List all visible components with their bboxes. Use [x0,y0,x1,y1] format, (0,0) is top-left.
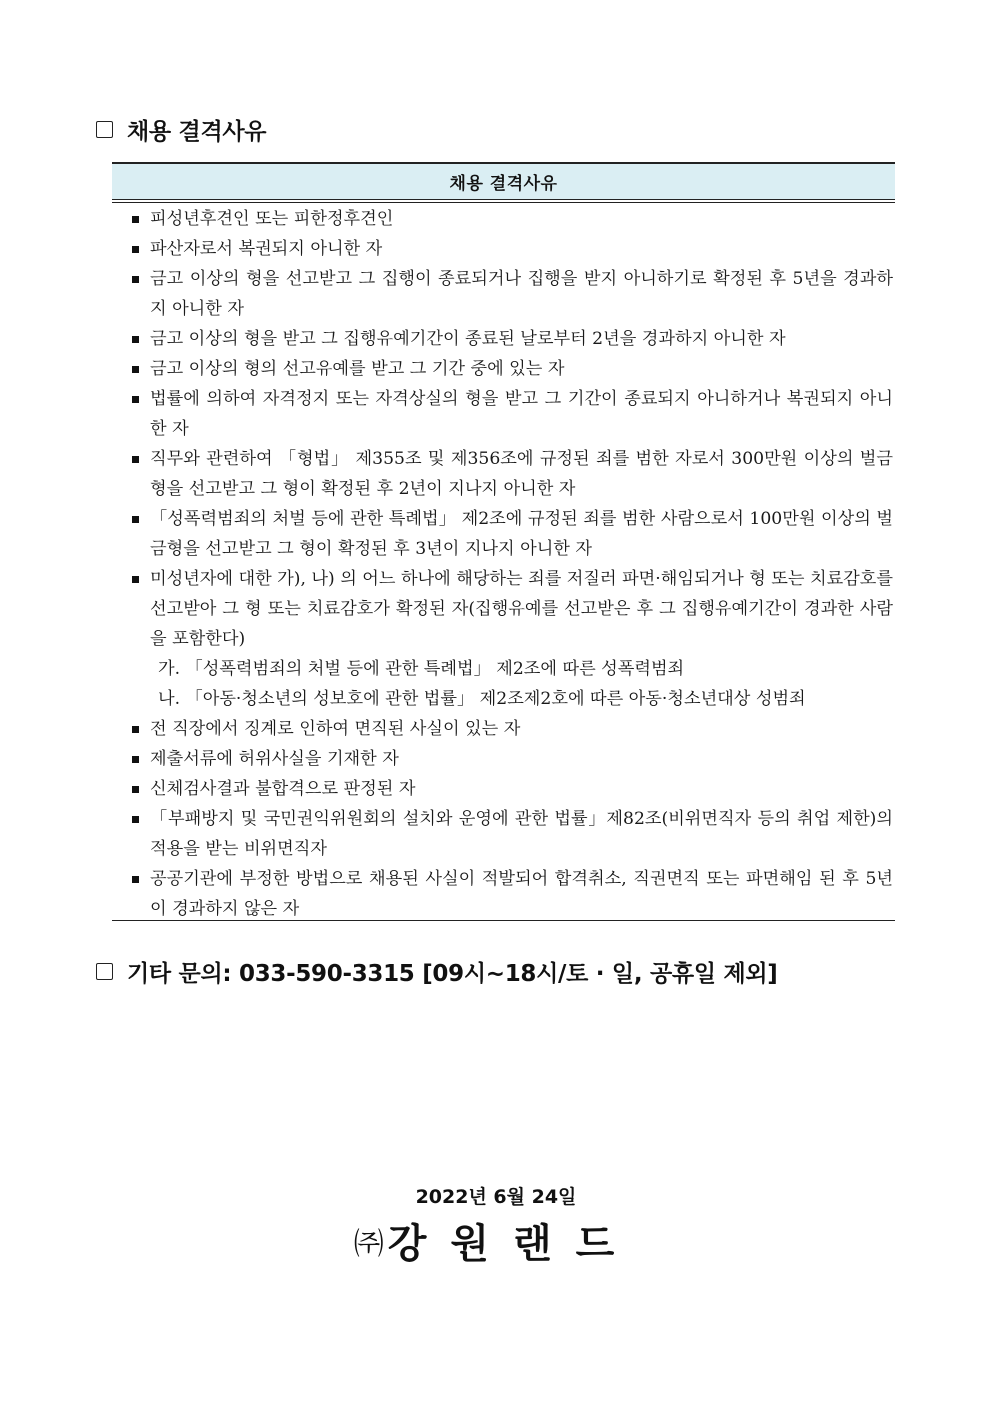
list-item [112,774,895,804]
table-header: 채용 결격사유 [112,162,895,200]
checkbox-square-icon [96,963,113,980]
square-bullet-icon [132,726,139,733]
list-item [112,234,895,264]
list-item [112,264,895,324]
disqualification-table [112,162,895,922]
section-heading-text: 채용 결격사유 [127,119,267,145]
list-item-text: 제출서류에 허위사실을 기재한 자 [150,749,399,769]
list-item [112,564,895,654]
list-item-text: 「부패방지 및 국민권익위원회의 설치와 운영에 관한 법률」제82조(비위면직자 등의 취업 제한)의 적용을 받는 비위면직자 [150,809,893,859]
square-bullet-icon [132,756,139,763]
list-item-text: 금고 이상의 형을 받고 그 집행유예기간이 종료된 날로부터 2년을 경과하지 아니한 자 [150,329,786,349]
section-heading-contact [96,955,778,988]
issue-date: 2022년 6월 24일 [415,1186,577,1208]
list-item-text: 「성폭력범죄의 처벌 등에 관한 특례법」 제2조에 규정된 죄를 범한 사람으로서 100만원 이상의 벌금형을 선고받고 그 형이 확정된 후 3년이 지나지 아니한 자 [150,509,893,559]
list-item [112,444,895,504]
square-bullet-icon [132,216,139,223]
list-item [112,714,895,744]
disqualification-list [112,204,895,924]
list-item-text: 파산자로서 복권되지 아니한 자 [150,239,383,259]
list-item [112,804,895,864]
square-bullet-icon [132,816,139,823]
square-bullet-icon [132,876,139,883]
table-divider [112,202,895,203]
list-item-text: 법률에 의하여 자격정지 또는 자격상실의 형을 받고 그 기간이 종료되지 아니하거나 복권되지 아니한 자 [150,389,893,439]
square-bullet-icon [132,366,139,373]
list-item-text: 신체검사결과 불합격으로 판정된 자 [150,779,416,799]
list-item-text: 직무와 관련하여 「형법」 제355조 및 제356조에 규정된 죄를 범한 자로서 300만원 이상의 벌금형을 선고받고 그 형이 확정된 후 2년이 지나지 아니한 자 [150,449,893,499]
corporation-mark: ㈜ [353,1226,382,1262]
list-item-text: 금고 이상의 형을 선고받고 그 집행이 종료되거나 집행을 받지 아니하기로 확정된 후 5년을 경과하지 아니한 자 [150,269,893,319]
list-item-text: 피성년후견인 또는 피한정후견인 [150,209,394,229]
square-bullet-icon [132,576,139,583]
list-item [112,354,895,384]
list-item [112,744,895,774]
contact-heading-text: 기타 문의: 033-590-3315 [09시~18시/토 · 일, 공휴일 제외] [127,961,778,987]
square-bullet-icon [132,396,139,403]
list-item [112,864,895,924]
square-bullet-icon [132,516,139,523]
list-item [112,324,895,354]
section-heading-disqualification [96,113,266,146]
list-item-text: 전 직장에서 징계로 인하여 면직된 사실이 있는 자 [150,719,521,739]
list-item [112,504,895,564]
square-bullet-icon [132,336,139,343]
sub-list-item: 가. 「성폭력범죄의 처벌 등에 관한 특례법」 제2조에 따른 성폭력범죄 [158,659,685,679]
square-bullet-icon [132,246,139,253]
list-item-text: 금고 이상의 형의 선고유예를 받고 그 기간 중에 있는 자 [150,359,565,379]
square-bullet-icon [132,786,139,793]
company-signature [0,1212,992,1269]
list-item-text: 미성년자에 대한 가), 나) 의 어느 하나에 해당하는 죄를 저질러 파면·해임되거나 형 또는 치료감호를 선고받아 그 형 또는 치료감호가 확정된 자(집행유예를 선고받은 후 그 집행유예기간이 경과한 사람을 포함한다) [150,569,893,649]
list-item [112,204,895,234]
square-bullet-icon [132,276,139,283]
list-item [112,384,895,444]
square-bullet-icon [132,456,139,463]
table-bottom-border [112,920,895,921]
company-name: 강원랜드 [387,1221,639,1267]
sub-list-item: 나. 「아동·청소년의 성보호에 관한 법률」 제2조제2호에 따른 아동·청소년대상 성범죄 [158,689,806,709]
list-item-text: 공공기관에 부정한 방법으로 채용된 사실이 적발되어 합격취소, 직권면직 또는 파면해임 된 후 5년이 경과하지 않은 자 [150,869,893,919]
checkbox-square-icon [96,121,113,138]
